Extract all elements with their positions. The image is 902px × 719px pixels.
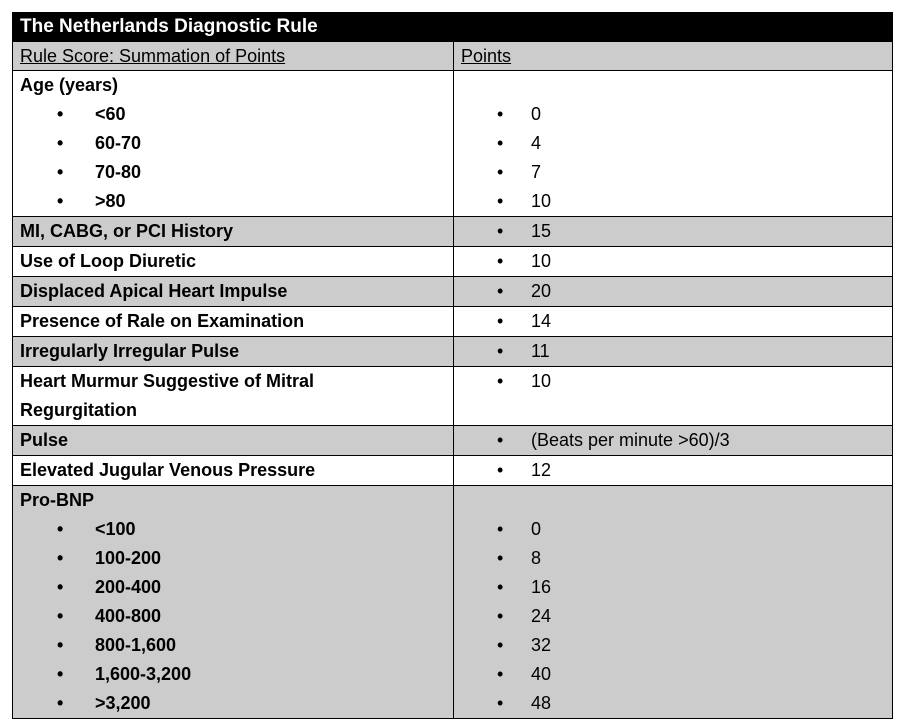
bullet: • (497, 430, 504, 450)
bnp-range: 200-400 (95, 577, 162, 597)
criterion-label: MI, CABG, or PCI History (13, 217, 454, 247)
points-item (454, 689, 892, 718)
points-item (454, 602, 892, 631)
points-value: 15 (531, 221, 552, 241)
table-row-irregular-pulse (13, 337, 893, 367)
column-header-rule-score (13, 42, 454, 71)
bullet: • (57, 133, 64, 153)
points-item (454, 660, 892, 689)
criterion-label-line1: Heart Murmur Suggestive of Mitral (20, 371, 315, 391)
points-value: 16 (531, 577, 552, 597)
diagnostic-rule-table (12, 12, 893, 719)
points-value: 0 (531, 104, 542, 124)
points-value: 40 (531, 664, 552, 684)
bnp-range-item (20, 515, 453, 544)
bullet: • (497, 104, 504, 124)
criterion-label: Age (years) (20, 75, 119, 95)
bullet: • (57, 162, 64, 182)
points-cell (454, 71, 893, 217)
table-row-mi-history (13, 217, 893, 247)
points-cell (454, 426, 893, 456)
points-value: 10 (531, 191, 552, 211)
bullet: • (57, 548, 64, 568)
table-row-pro-bnp (13, 486, 893, 719)
points-cell (454, 307, 893, 337)
points-value: 8 (531, 548, 542, 568)
criterion-label: Pro-BNP (20, 490, 95, 510)
bnp-range-item (20, 602, 453, 631)
bnp-range-item (20, 631, 453, 660)
bullet: • (497, 221, 504, 241)
bullet: • (497, 281, 504, 301)
table-row-jvp (13, 456, 893, 486)
criterion-cell (13, 486, 454, 719)
bullet: • (497, 133, 504, 153)
bnp-range: >3,200 (95, 693, 151, 713)
bullet: • (497, 664, 504, 684)
bullet: • (497, 341, 504, 361)
column-header-rule-score-text: Rule Score: Summation of Points (20, 46, 286, 66)
points-value: 32 (531, 635, 552, 655)
bullet: • (497, 191, 504, 211)
bullet: • (57, 606, 64, 626)
points-item (454, 515, 892, 544)
points-cell (454, 337, 893, 367)
bnp-range: 1,600-3,200 (95, 664, 192, 684)
table-row-loop-diuretic (13, 247, 893, 277)
bullet: • (497, 548, 504, 568)
points-item (454, 631, 892, 660)
points-cell (454, 217, 893, 247)
bullet: • (57, 635, 64, 655)
bullet: • (497, 371, 504, 391)
points-value: 48 (531, 693, 552, 713)
criterion-cell (13, 367, 454, 426)
bullet: • (497, 311, 504, 331)
points-value: 11 (531, 341, 550, 361)
points-value: 10 (531, 371, 552, 391)
points-value: 7 (531, 162, 542, 182)
age-range: 60-70 (95, 133, 142, 153)
age-range-item (20, 187, 453, 216)
age-range-item (20, 100, 453, 129)
points-value: 14 (531, 311, 552, 331)
bullet: • (497, 162, 504, 182)
points-value: 20 (531, 281, 552, 301)
bnp-range: <100 (95, 519, 136, 539)
table-row-pulse (13, 426, 893, 456)
points-item (454, 158, 892, 187)
points-value: 0 (531, 519, 542, 539)
bullet: • (57, 693, 64, 713)
bullet: • (497, 460, 504, 480)
bullet: • (497, 519, 504, 539)
table-row-heart-murmur (13, 367, 893, 426)
criterion-label-line2: Regurgitation (20, 400, 137, 420)
points-cell (454, 277, 893, 307)
points-item (454, 573, 892, 602)
points-value: 10 (531, 251, 552, 271)
bullet: • (497, 251, 504, 271)
points-item (454, 187, 892, 216)
table-row-apical-impulse (13, 277, 893, 307)
table-row-rale (13, 307, 893, 337)
criterion-label: Displaced Apical Heart Impulse (13, 277, 454, 307)
table-title-row (13, 13, 893, 42)
points-cell (454, 247, 893, 277)
diagnostic-rule-table-container (12, 12, 892, 719)
bullet: • (57, 577, 64, 597)
criterion-label: Irregularly Irregular Pulse (13, 337, 454, 367)
bnp-range-item (20, 689, 453, 718)
age-range: <60 (95, 104, 126, 124)
bnp-range: 400-800 (95, 606, 162, 626)
column-header-points-text: Points (461, 46, 512, 66)
age-range-item (20, 129, 453, 158)
bnp-range: 800-1,600 (95, 635, 177, 655)
age-range-item (20, 158, 453, 187)
bullet: • (57, 191, 64, 211)
age-range: 70-80 (95, 162, 142, 182)
bullet: • (497, 693, 504, 713)
points-value: 4 (531, 133, 542, 153)
bullet: • (57, 519, 64, 539)
points-value: 12 (531, 460, 552, 480)
column-header-points (454, 42, 893, 71)
age-range: >80 (95, 191, 126, 211)
bnp-range: 100-200 (95, 548, 162, 568)
points-value: (Beats per minute >60)/3 (531, 430, 730, 450)
criterion-label: Pulse (13, 426, 454, 456)
table-header-row (13, 42, 893, 71)
points-item (454, 129, 892, 158)
criterion-label: Elevated Jugular Venous Pressure (13, 456, 454, 486)
points-cell (454, 486, 893, 719)
bullet: • (57, 104, 64, 124)
points-cell (454, 367, 893, 426)
points-item (454, 544, 892, 573)
points-item (454, 100, 892, 129)
table-row-age (13, 71, 893, 217)
criterion-cell (13, 71, 454, 217)
points-cell (454, 456, 893, 486)
table-title: The Netherlands Diagnostic Rule (13, 13, 893, 42)
points-value: 24 (531, 606, 552, 626)
bullet: • (57, 664, 64, 684)
criterion-label: Use of Loop Diuretic (13, 247, 454, 277)
criterion-label: Presence of Rale on Examination (13, 307, 454, 337)
bullet: • (497, 635, 504, 655)
bnp-range-item (20, 544, 453, 573)
bullet: • (497, 577, 504, 597)
bnp-range-item (20, 573, 453, 602)
bullet: • (497, 606, 504, 626)
bnp-range-item (20, 660, 453, 689)
